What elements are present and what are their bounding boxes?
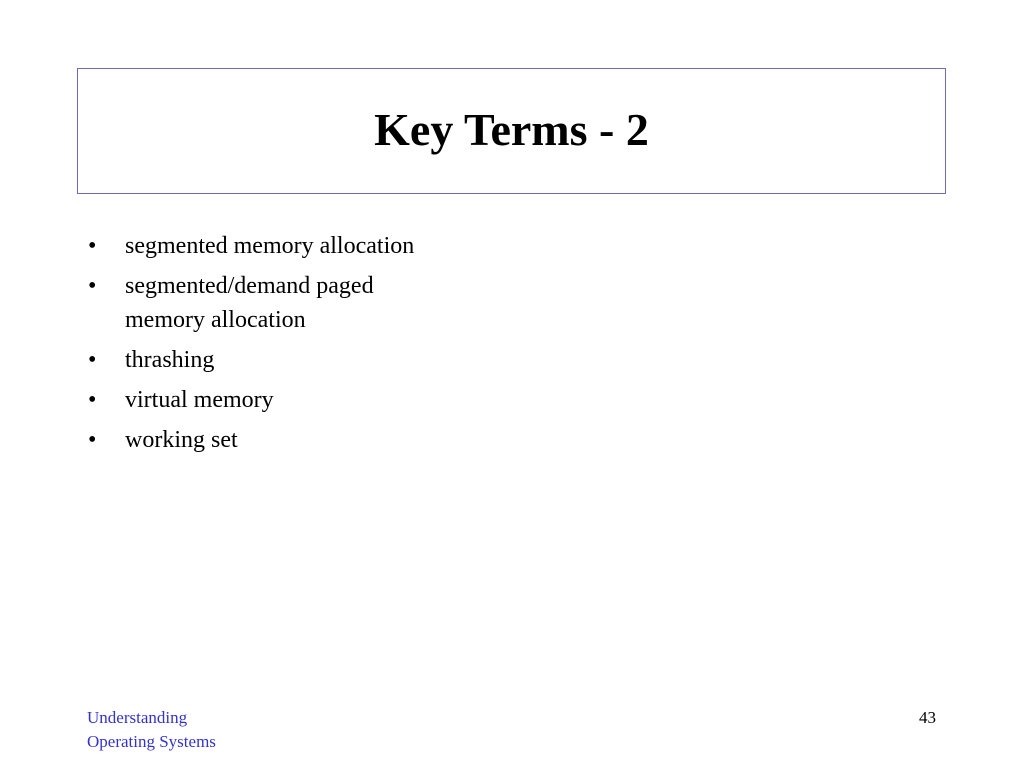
footer-line-1: Understanding xyxy=(87,708,188,727)
bullet-list xyxy=(88,229,508,463)
slide-title: Key Terms - 2 xyxy=(374,104,649,155)
list-item xyxy=(88,343,508,377)
bullet-icon: • xyxy=(88,347,97,373)
bullet-text: segmented memory allocation xyxy=(125,233,415,259)
bullet-icon: • xyxy=(88,427,97,453)
list-item xyxy=(88,383,508,417)
title-box xyxy=(77,68,946,194)
footer-line-2: Operating Systems xyxy=(87,732,216,751)
bullet-text: virtual memory xyxy=(125,387,274,413)
bullet-icon: • xyxy=(88,273,97,299)
bullet-icon: • xyxy=(88,387,97,413)
list-item xyxy=(88,229,508,263)
footer-course-title xyxy=(87,706,216,754)
bullet-text: thrashing xyxy=(125,347,215,373)
bullet-icon: • xyxy=(88,233,97,259)
page-number: 43 xyxy=(919,708,936,727)
list-item xyxy=(88,269,508,337)
list-item xyxy=(88,423,508,457)
bullet-text: segmented/demand paged memory allocation xyxy=(125,273,374,333)
bullet-text: working set xyxy=(125,427,238,453)
